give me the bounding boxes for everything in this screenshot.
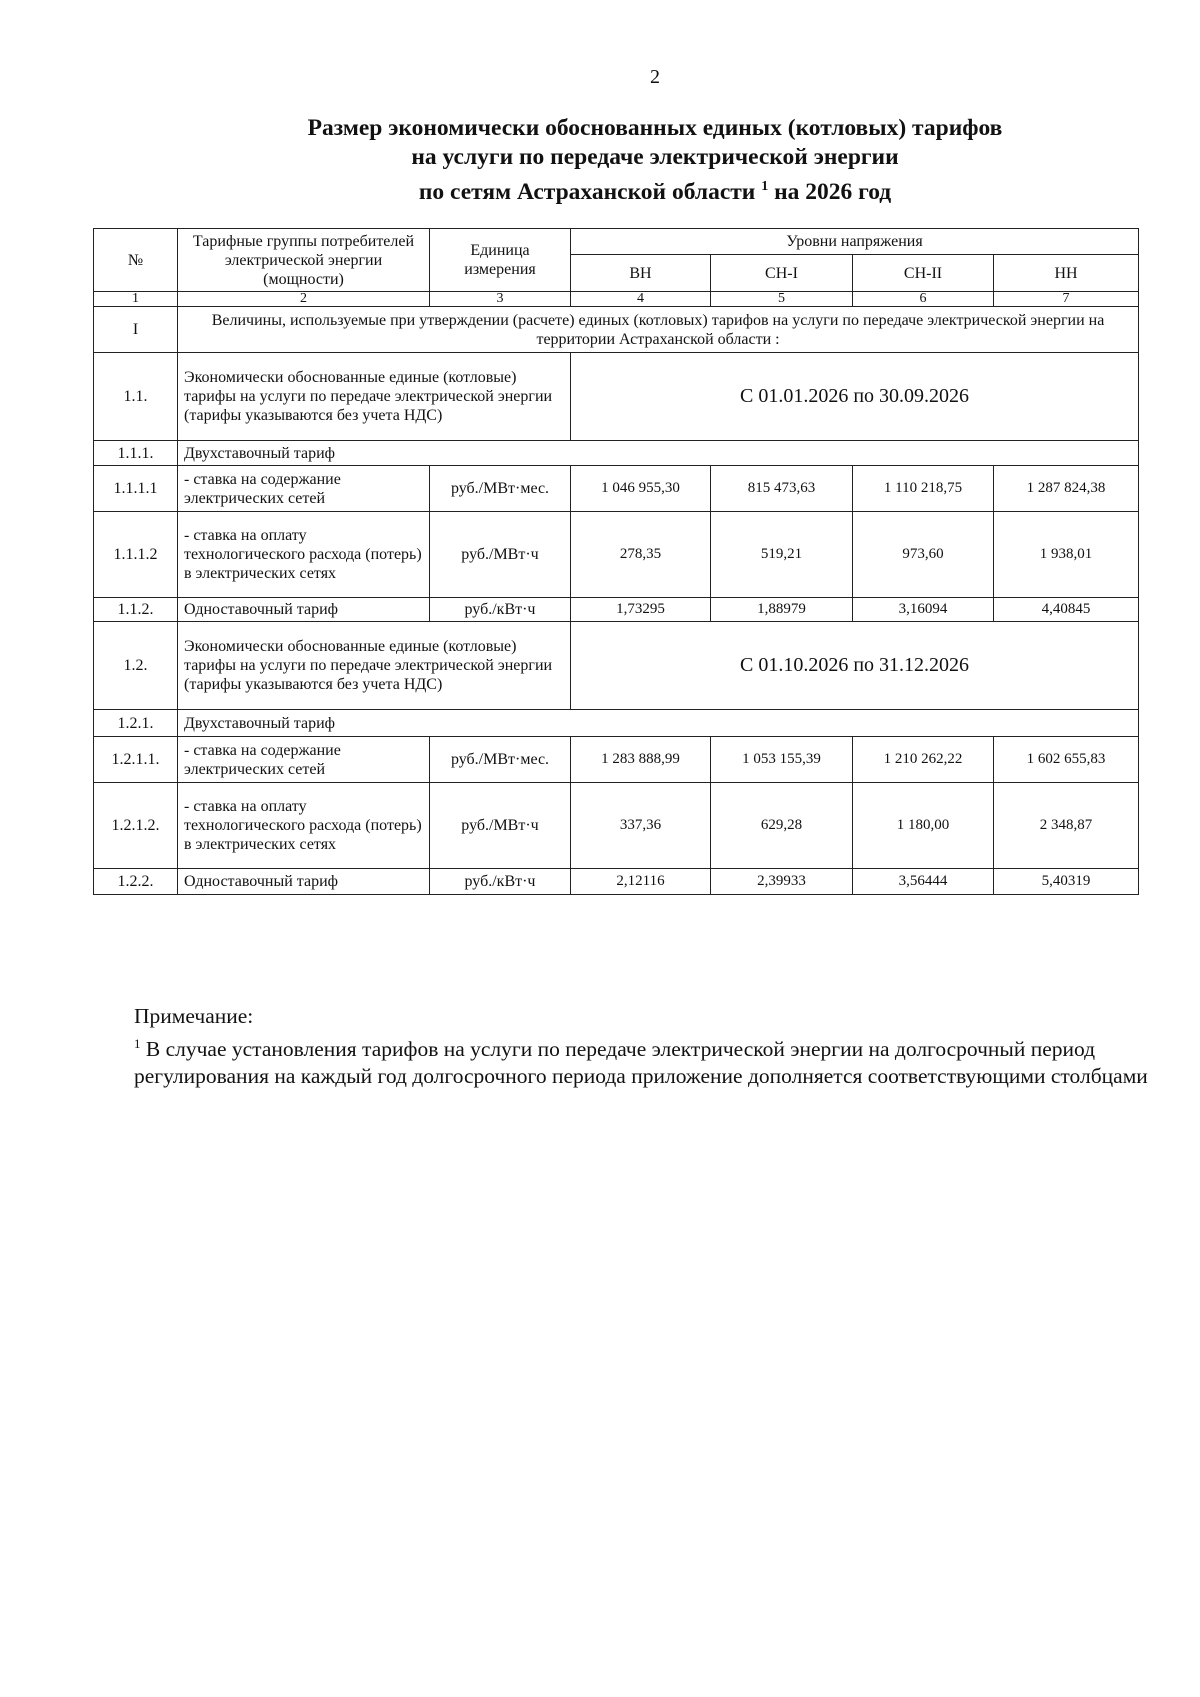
row-description: Экономически обоснованные единые (котловые) тарифы на услуги по передаче электрической энергии (тарифы указываются без учета НДС) xyxy=(178,622,571,710)
row-1-2 xyxy=(94,622,1139,710)
value-nn: 5,40319 xyxy=(994,869,1139,895)
value-nn: 1 602 655,83 xyxy=(994,737,1139,783)
header-vn: ВН xyxy=(571,255,711,292)
period-1: С 01.01.2026 по 30.09.2026 xyxy=(571,353,1139,441)
value-nn: 1 287 824,38 xyxy=(994,466,1139,512)
value-vn: 278,35 xyxy=(571,512,711,598)
row-1-2-1-2 xyxy=(94,783,1139,869)
header-sn1: СН-I xyxy=(711,255,853,292)
footnote xyxy=(134,1003,1154,1090)
document-title xyxy=(0,114,1200,207)
row-description: - ставка на оплату технологического расхода (потерь) в электрических сетях xyxy=(178,783,430,869)
value-sn2: 3,16094 xyxy=(853,598,994,622)
value-vn: 1 046 955,30 xyxy=(571,466,711,512)
value-nn: 4,40845 xyxy=(994,598,1139,622)
section-I-row xyxy=(94,307,1139,353)
row-unit: руб./МВт·ч xyxy=(430,783,571,869)
header-no: № xyxy=(94,229,178,292)
value-sn1: 1 053 155,39 xyxy=(711,737,853,783)
row-description: Одноставочный тариф xyxy=(178,869,430,895)
row-unit: руб./кВт·ч xyxy=(430,598,571,622)
row-1-2-1-1 xyxy=(94,737,1139,783)
row-unit: руб./кВт·ч xyxy=(430,869,571,895)
value-sn2: 3,56444 xyxy=(853,869,994,895)
header-nn: НН xyxy=(994,255,1139,292)
header-groups: Тарифные группы потребителей электрической энергии (мощности) xyxy=(178,229,430,292)
column-number: 1 xyxy=(94,292,178,307)
row-description: Одноставочный тариф xyxy=(178,598,430,622)
column-number: 3 xyxy=(430,292,571,307)
value-vn: 1,73295 xyxy=(571,598,711,622)
value-sn1: 519,21 xyxy=(711,512,853,598)
row-description: Двухставочный тариф xyxy=(178,710,1139,737)
row-number: 1.1.1.2 xyxy=(94,512,178,598)
value-sn2: 973,60 xyxy=(853,512,994,598)
title-line-3-end: на 2026 год xyxy=(768,178,892,205)
note-text-block xyxy=(134,1030,1154,1090)
value-sn1: 629,28 xyxy=(711,783,853,869)
row-number: 1.2.1. xyxy=(94,710,178,737)
header-sn2: СН-II xyxy=(853,255,994,292)
title-line-2: на услуги по передаче электрической энергии xyxy=(411,144,899,170)
column-number: 2 xyxy=(178,292,430,307)
row-unit: руб./МВт·ч xyxy=(430,512,571,598)
column-number: 7 xyxy=(994,292,1139,307)
row-1-2-1 xyxy=(94,710,1139,737)
row-number: 1.1.1.1 xyxy=(94,466,178,512)
row-1-1-1 xyxy=(94,441,1139,466)
value-nn: 2 348,87 xyxy=(994,783,1139,869)
note-heading: Примечание: xyxy=(134,1004,254,1028)
row-unit: руб./МВт·мес. xyxy=(430,737,571,783)
row-1-1-1-2 xyxy=(94,512,1139,598)
row-description: Экономически обоснованные единые (котловые) тарифы на услуги по передаче электрической энергии (тарифы указываются без учета НДС) xyxy=(178,353,571,441)
value-sn1: 1,88979 xyxy=(711,598,853,622)
row-number: I xyxy=(94,307,178,353)
value-sn2: 1 210 262,22 xyxy=(853,737,994,783)
row-1-1 xyxy=(94,353,1139,441)
value-vn: 2,12116 xyxy=(571,869,711,895)
value-sn2: 1 110 218,75 xyxy=(853,466,994,512)
note-footnote-mark: 1 xyxy=(134,1036,141,1051)
column-number: 6 xyxy=(853,292,994,307)
row-1-1-1-1 xyxy=(94,466,1139,512)
row-number: 1.2.1.2. xyxy=(94,783,178,869)
header-voltage-levels: Уровни напряжения xyxy=(571,229,1139,255)
row-description: - ставка на содержание электрических сетей xyxy=(178,466,430,512)
row-1-2-2 xyxy=(94,869,1139,895)
row-number: 1.2. xyxy=(94,622,178,710)
row-description: Двухставочный тариф xyxy=(178,441,1139,466)
row-description: - ставка на оплату технологического расхода (потерь) в электрических сетях xyxy=(178,512,430,598)
value-sn1: 815 473,63 xyxy=(711,466,853,512)
row-description: - ставка на содержание электрических сетей xyxy=(178,737,430,783)
column-number: 5 xyxy=(711,292,853,307)
title-line-1: Размер экономически обоснованных единых (котловых) тарифов xyxy=(307,115,1003,141)
value-vn: 337,36 xyxy=(571,783,711,869)
title-line-3 xyxy=(0,172,1200,207)
title-footnote-mark: 1 xyxy=(761,179,769,194)
tariff-table xyxy=(93,228,1139,895)
row-1-1-2 xyxy=(94,598,1139,622)
row-number: 1.1. xyxy=(94,353,178,441)
header-row xyxy=(94,229,1139,255)
title-line-3-start: по сетям Астраханской области xyxy=(418,178,762,205)
row-number: 1.1.2. xyxy=(94,598,178,622)
value-sn1: 2,39933 xyxy=(711,869,853,895)
section-I-text: Величины, используемые при утверждении (расчете) единых (котловых) тарифов на услуги по передаче электрической энергии на территории Астраханской области : xyxy=(178,307,1139,353)
page-number: 2 xyxy=(650,66,660,88)
period-2: С 01.10.2026 по 31.12.2026 xyxy=(571,622,1139,710)
column-number: 4 xyxy=(571,292,711,307)
value-nn: 1 938,01 xyxy=(994,512,1139,598)
value-sn2: 1 180,00 xyxy=(853,783,994,869)
row-number: 1.2.2. xyxy=(94,869,178,895)
value-vn: 1 283 888,99 xyxy=(571,737,711,783)
column-numbers-row xyxy=(94,292,1139,307)
row-number: 1.2.1.1. xyxy=(94,737,178,783)
header-unit: Единица измерения xyxy=(430,229,571,292)
row-number: 1.1.1. xyxy=(94,441,178,466)
row-unit: руб./МВт·мес. xyxy=(430,466,571,512)
note-text: В случае установления тарифов на услуги по передаче электрической энергии на долгосрочный период регулирования на каждый год долгосрочного периода приложение дополняется соответствующими столбцами xyxy=(134,1037,1148,1089)
